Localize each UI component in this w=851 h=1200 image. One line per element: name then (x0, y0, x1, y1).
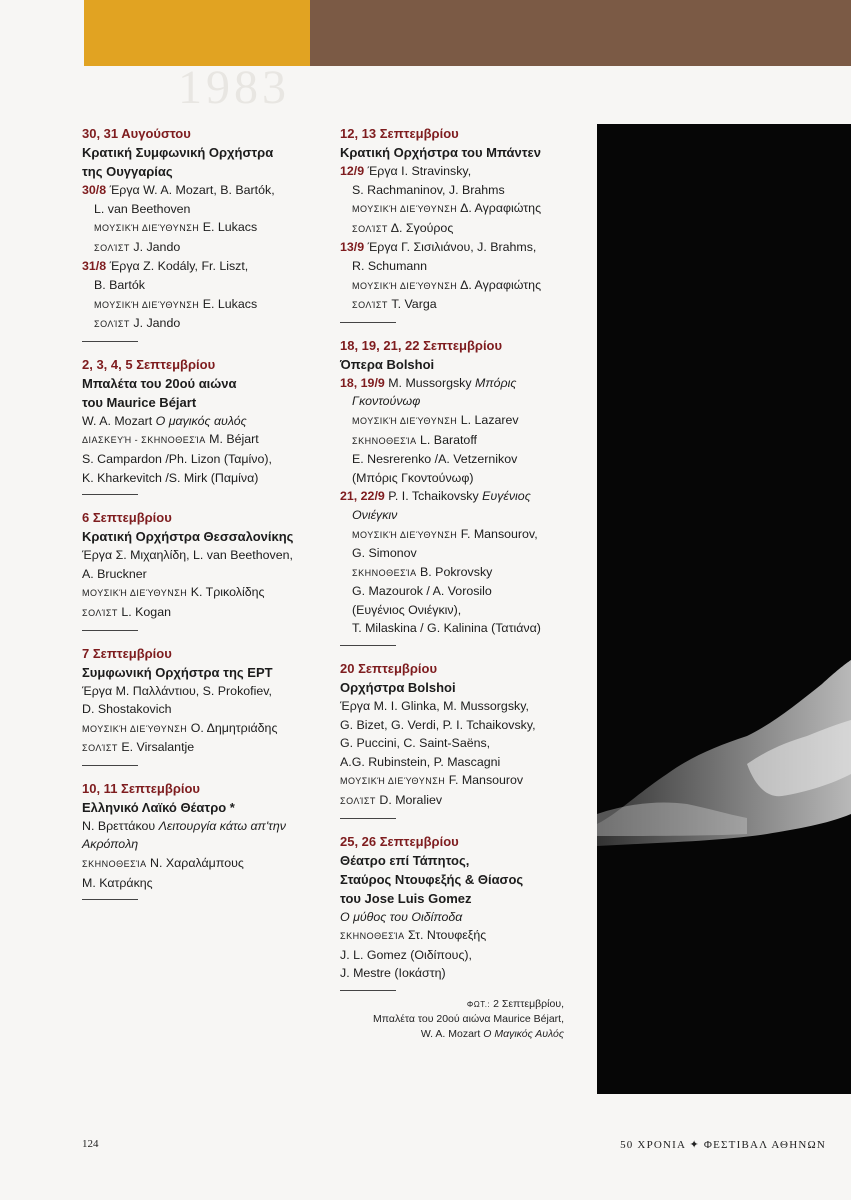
section-rule (82, 341, 138, 342)
credit-role: ΣΟΛΊΣΤ (82, 743, 118, 754)
running-footer-title: 50 ΧΡΟΝΙΑ ✦ ΦΕΣΤΙΒΑΛ ΑΘΗΝΩΝ (620, 1139, 826, 1151)
program-line (340, 964, 588, 983)
program-line (340, 791, 588, 811)
credit-text: E. Lukacs (199, 220, 258, 235)
background-year-watermark: 1983 (178, 61, 290, 114)
credit-text: E. Virsalantje (117, 740, 195, 755)
event-date: 25, 26 Σεπτεμβρίου (340, 833, 459, 849)
program-line (82, 565, 330, 584)
event-title: Κρατική Συμφωνική Ορχήστρα (82, 145, 274, 160)
event-title: Κρατική Ορχήστρα του Μπάντεν (340, 145, 541, 160)
program-line (82, 295, 330, 315)
section-rule (82, 765, 138, 766)
credit-text: T. Varga (387, 297, 437, 312)
program-line (340, 506, 588, 525)
credit-text: P. I. Tchaikovsky (384, 489, 483, 504)
program-line (340, 469, 588, 488)
performance-date: 12/9 (340, 164, 365, 178)
program-entry (340, 124, 588, 323)
program-line (340, 582, 588, 601)
credit-text: Έργα I. Stravinsky, (364, 164, 472, 178)
performance-date: 31/8 (82, 259, 107, 274)
credit-text: Έργα W. A. Mozart, B. Bartók, (106, 183, 275, 197)
event-title: Ελληνικό Λαϊκό Θέατρο * (82, 799, 235, 815)
credit-role: ΣΚΗΝΟΘΕΣΊΑ (82, 859, 147, 870)
work-title: Ονιέγκιν (352, 507, 398, 522)
section-rule (340, 818, 396, 819)
program-line (340, 199, 588, 219)
section-rule (340, 645, 396, 646)
event-date: 2, 3, 4, 5 Σεπτεμβρίου (82, 356, 216, 372)
credit-text: D. Moraliev (375, 793, 443, 808)
program-entry (82, 644, 330, 766)
credit-role: ΜΟΥΣΙΚΉ ΔΙΕΎΘΥΝΣΗ (352, 529, 458, 540)
event-title: Θέατρο επί Τάπητος, (340, 852, 470, 868)
program-line (340, 450, 588, 469)
credit-text: (Μπόρις Γκοντούνωφ) (352, 470, 474, 485)
credit-role: ΜΟΥΣΙΚΉ ΔΙΕΎΘΥΝΣΗ (340, 776, 446, 787)
credit-text: Κ. Τρικολίδης (187, 585, 265, 600)
program-line (340, 619, 588, 638)
program-line (82, 276, 330, 295)
caption-line-3-italic: Ο Μαγικός Αυλός (483, 1028, 564, 1040)
program-column-left (82, 124, 330, 913)
program-line (340, 238, 588, 257)
credit-text: J. Mestre (Ιοκάστη) (340, 966, 446, 981)
event-date: 20 Σεπτεμβρίου (340, 661, 438, 677)
credit-text: Ο. Δημητριάδης (187, 720, 278, 735)
caption-prefix: ΦΩΤ.: (466, 1000, 491, 1009)
program-line (340, 295, 588, 315)
credit-text: R. Schumann (352, 258, 428, 273)
program-line (340, 753, 588, 772)
performance-date: 30/8 (82, 183, 107, 197)
program-line (340, 563, 588, 583)
section-rule (340, 990, 396, 991)
credit-text: Έργα Γ. Σισιλιάνου, J. Brahms, (364, 240, 537, 255)
credit-text: A. Bruckner (82, 566, 147, 581)
performance-photo (597, 124, 851, 1094)
credit-text: F. Mansourov (445, 773, 524, 788)
credit-role: ΣΟΛΊΣΤ (340, 796, 376, 807)
credit-text: Έργα Σ. Μιχαηλίδη, L. van Beethoven, (82, 548, 293, 563)
program-line (82, 450, 330, 469)
work-title: Ο μύθος του Οιδίποδα (340, 909, 463, 924)
caption-line-3: W. A. Mozart (420, 1028, 484, 1040)
event-title: του Jose Luis Gomez (340, 890, 472, 906)
photo-silhouette (597, 124, 851, 1094)
credit-text: E. Nesrerenko /A. Vetzernikov (352, 452, 518, 467)
work-title: Γκοντούνωφ (352, 394, 421, 409)
credit-text: G. Puccini, C. Saint-Saëns, (340, 736, 491, 751)
program-line (340, 392, 588, 411)
event-title: του Maurice Béjart (82, 394, 197, 410)
credit-role: ΣΟΛΊΣΤ (94, 319, 130, 330)
program-line (340, 257, 588, 276)
event-date: 30, 31 Αυγούστου (82, 126, 191, 141)
program-line (340, 544, 588, 563)
credit-text: (Ευγένιος Ονιέγκιν), (352, 602, 462, 617)
credit-text: K. Kharkevitch /S. Mirk (Παμίνα) (82, 470, 259, 485)
program-line (82, 257, 330, 276)
event-title: Όπερα Bolshoi (340, 356, 435, 372)
program-entry (340, 336, 588, 646)
credit-text: Έργα Z. Kodály, Fr. Liszt, (106, 259, 249, 274)
header-gold-band (84, 0, 310, 66)
credit-role: ΜΟΥΣΙΚΉ ΔΙΕΎΘΥΝΣΗ (352, 204, 458, 215)
credit-role: ΣΟΛΊΣΤ (352, 223, 388, 234)
credit-text: D. Shostakovich (82, 702, 172, 717)
credit-text: L. van Beethoven (94, 201, 191, 216)
credit-text: M. Mussorgsky (384, 375, 475, 390)
credit-text: Ν. Βρεττάκου (82, 818, 159, 833)
credit-text: E. Lukacs (199, 296, 258, 311)
credit-role: ΣΚΗΝΟΘΕΣΊΑ (340, 931, 405, 942)
event-date: 18, 19, 21, 22 Σεπτεμβρίου (340, 337, 503, 353)
program-line (82, 682, 330, 701)
program-line (340, 716, 588, 735)
program-line (340, 219, 588, 239)
program-entry (82, 779, 330, 900)
credit-text: S. Campardon /Ph. Lizon (Ταμίνο), (82, 451, 272, 466)
program-line (340, 697, 588, 716)
section-rule (82, 494, 138, 495)
program-entry (340, 832, 588, 991)
credit-text: Δ. Σγούρος (387, 220, 454, 235)
program-entry (340, 659, 588, 819)
work-title: Λειτουργία κάτω απ'την (158, 818, 286, 833)
credit-text: J. L. Gomez (Οιδίπους), (340, 947, 472, 962)
credit-role: ΜΟΥΣΙΚΉ ΔΙΕΎΘΥΝΣΗ (352, 280, 458, 291)
credit-text: T. Milaskina / G. Kalinina (Τατιάνα) (352, 621, 541, 636)
event-title: Συμφωνική Ορχήστρα της ΕΡΤ (82, 664, 273, 680)
program-line (340, 771, 588, 791)
program-line (82, 817, 330, 836)
program-line (340, 374, 588, 393)
photo-caption (300, 997, 564, 1042)
page-number: 124 (82, 1138, 99, 1150)
credit-text: B. Pokrovsky (416, 564, 493, 579)
credit-text: Στ. Ντουφεξής (404, 928, 487, 943)
credit-text: S. Rachmaninov, J. Brahms (352, 182, 505, 197)
caption-line-2: Μπαλέτα του 20ού αιώνα Maurice Béjart, (373, 1013, 564, 1025)
program-line (82, 874, 330, 893)
event-title: της Ουγγαρίας (82, 164, 173, 179)
credit-text: J. Jando (129, 316, 181, 331)
credit-text: L. Lazarev (457, 412, 519, 427)
program-line (340, 525, 588, 545)
program-line (340, 908, 588, 927)
credit-text: Δ. Αγραφιώτης (457, 277, 542, 292)
credit-role: ΜΟΥΣΙΚΉ ΔΙΕΎΘΥΝΣΗ (94, 299, 200, 310)
program-line (340, 162, 588, 181)
event-title: Σταύρος Ντουφεξής & Θίασος (340, 871, 524, 887)
program-line (82, 181, 330, 200)
credit-text: M. Béjart (205, 432, 259, 447)
credit-text: B. Bartók (94, 277, 145, 292)
credit-role: ΔΙΑΣΚΕΥΉ - ΣΚΗΝΟΘΕΣΊΑ (82, 435, 206, 446)
program-line (340, 487, 588, 506)
credit-role: ΣΚΗΝΟΘΕΣΊΑ (352, 567, 417, 578)
program-line (82, 719, 330, 739)
credit-role: ΜΟΥΣΙΚΉ ΔΙΕΎΘΥΝΣΗ (82, 723, 188, 734)
credit-text: G. Bizet, G. Verdi, P. I. Tchaikovsky, (340, 717, 536, 732)
program-line (82, 546, 330, 565)
work-title: Ευγένιος (482, 489, 531, 504)
credit-text: G. Simonov (352, 546, 417, 561)
event-title: Κρατική Ορχήστρα Θεσσαλονίκης (82, 529, 294, 545)
program-line (340, 946, 588, 965)
program-line (82, 430, 330, 450)
program-line (82, 412, 330, 431)
credit-text: Μ. Κατράκης (82, 875, 153, 890)
program-line (82, 835, 330, 854)
credit-role: ΜΟΥΣΙΚΉ ΔΙΕΎΘΥΝΣΗ (352, 415, 458, 426)
program-line (340, 734, 588, 753)
credit-text: L. Kogan (117, 604, 171, 619)
credit-role: ΜΟΥΣΙΚΉ ΔΙΕΎΘΥΝΣΗ (82, 588, 188, 599)
program-line (340, 276, 588, 296)
event-date: 6 Σεπτεμβρίου (82, 510, 172, 526)
program-line (82, 238, 330, 258)
event-date: 12, 13 Σεπτεμβρίου (340, 126, 459, 141)
program-entry (82, 508, 330, 630)
program-line (340, 601, 588, 620)
event-title: Μπαλέτα του 20ού αιώνα (82, 375, 237, 391)
performance-date: 18, 19/9 (340, 375, 385, 390)
program-line (340, 926, 588, 946)
work-title: Ο μαγικός αυλός (155, 413, 247, 428)
program-line (340, 411, 588, 431)
performance-date: 21, 22/9 (340, 489, 385, 504)
credit-role: ΜΟΥΣΙΚΉ ΔΙΕΎΘΥΝΣΗ (94, 223, 200, 234)
program-line (82, 738, 330, 758)
program-entry (82, 124, 330, 342)
program-line (82, 218, 330, 238)
event-date: 7 Σεπτεμβρίου (82, 645, 172, 661)
program-line (340, 431, 588, 451)
credit-role: ΣΟΛΊΣΤ (94, 242, 130, 253)
work-title: Ακρόπολη (82, 837, 139, 852)
program-entry (82, 355, 330, 495)
program-line (82, 314, 330, 334)
program-line (82, 854, 330, 874)
program-column-middle (340, 124, 588, 1004)
credit-text: Δ. Αγραφιώτης (457, 201, 542, 216)
credit-text: Έργα Μ. Παλλάντιου, S. Prokofiev, (82, 683, 272, 698)
credit-text: A.G. Rubinstein, P. Mascagni (340, 754, 501, 769)
program-line (82, 583, 330, 603)
program-line (340, 181, 588, 200)
credit-text: W. A. Mozart (82, 413, 156, 428)
credit-text: Έργα M. I. Glinka, M. Mussorgsky, (340, 699, 529, 714)
credit-role: ΣΚΗΝΟΘΕΣΊΑ (352, 435, 417, 446)
credit-text: J. Jando (129, 239, 181, 254)
header-brown-band (310, 0, 851, 66)
credit-text: Ν. Χαραλάμπους (146, 856, 244, 871)
caption-line-1: 2 Σεπτεμβρίου, (490, 998, 564, 1010)
credit-text: F. Mansourov, (457, 526, 538, 541)
performance-date: 13/9 (340, 240, 365, 255)
credit-role: ΣΟΛΊΣΤ (82, 607, 118, 618)
event-date: 10, 11 Σεπτεμβρίου (82, 780, 200, 796)
program-line (82, 700, 330, 719)
section-rule (82, 899, 138, 900)
section-rule (340, 322, 396, 323)
section-rule (82, 630, 138, 631)
credit-text: G. Mazourok / A. Vorosilo (352, 584, 492, 599)
event-title: Ορχήστρα Bolshoi (340, 680, 456, 696)
credit-role: ΣΟΛΊΣΤ (352, 300, 388, 311)
program-line (82, 200, 330, 219)
program-line (82, 603, 330, 623)
credit-text: L. Baratoff (416, 432, 477, 447)
program-line (82, 469, 330, 488)
work-title: Μπόρις (475, 375, 517, 390)
